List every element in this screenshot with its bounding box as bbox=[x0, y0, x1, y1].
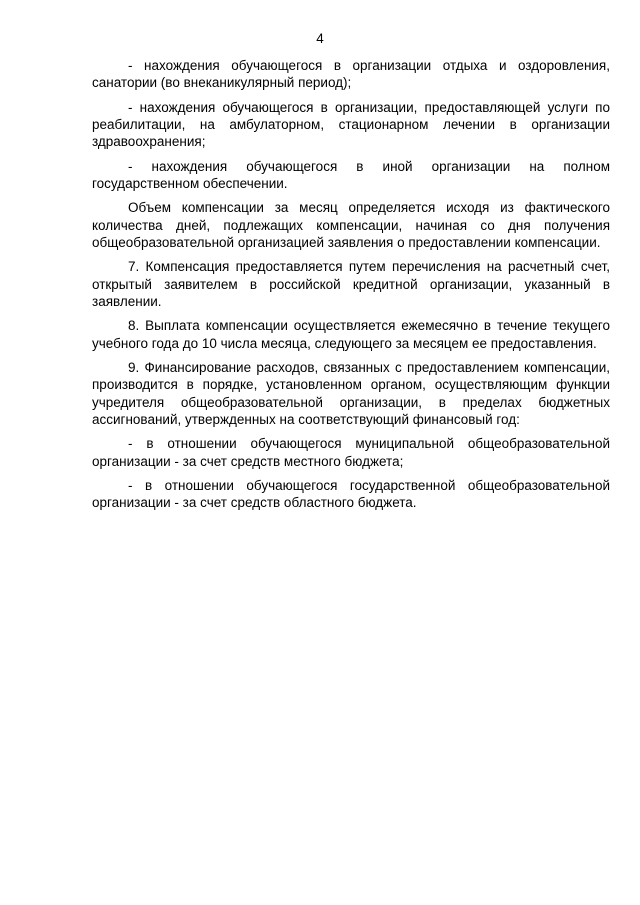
paragraph-item-8: 8. Выплата компенсации осуществляется ежемесячно в течение текущего учебного года до 10 числа месяца, следующего за месяцем ее предоставления. bbox=[92, 318, 610, 351]
paragraph-recreation-stay: - нахождения обучающегося в организации отдыха и оздоровления, санатории (во внеканикулярный период); bbox=[92, 58, 610, 91]
paragraph-rehabilitation-stay: - нахождения обучающегося в организации, предоставляющей услуги по реабилитации, на амбулаторном, стационарном лечении в организации здравоохранения; bbox=[92, 99, 610, 150]
paragraph-state-funding: - в отношении обучающегося государственной общеобразовательной организации - за счет средств областного бюджета. bbox=[92, 477, 610, 511]
paragraph-state-care-stay: - нахождения обучающегося в иной организации на полном государственном обеспечении. bbox=[92, 158, 610, 192]
paragraph-compensation-volume: Объем компенсации за месяц определяется исходя из фактического количества дней, подлежащих компенсации, начиная со дня получения общеобразовательной организацией заявления о предоставлении компенсации. bbox=[92, 200, 610, 251]
paragraph-item-7: 7. Компенсация предоставляется путем перечисления на расчетный счет, открытый заявителем в российской кредитной организации, указанный в заявлении. bbox=[92, 259, 610, 310]
paragraph-item-9: 9. Финансирование расходов, связанных с предоставлением компенсации, производится в порядке, установленном органом, осуществляющим функции учредителя общеобразовательной организации, в пределах бюджетных ассигнований, утвержденных на соответствующий финансовый год: bbox=[92, 359, 610, 428]
paragraph-municipal-funding: - в отношении обучающегося муниципальной общеобразовательной организации - за счет средств местного бюджета; bbox=[92, 436, 610, 469]
page-number: 4 bbox=[316, 31, 324, 46]
document-body bbox=[92, 57, 610, 519]
